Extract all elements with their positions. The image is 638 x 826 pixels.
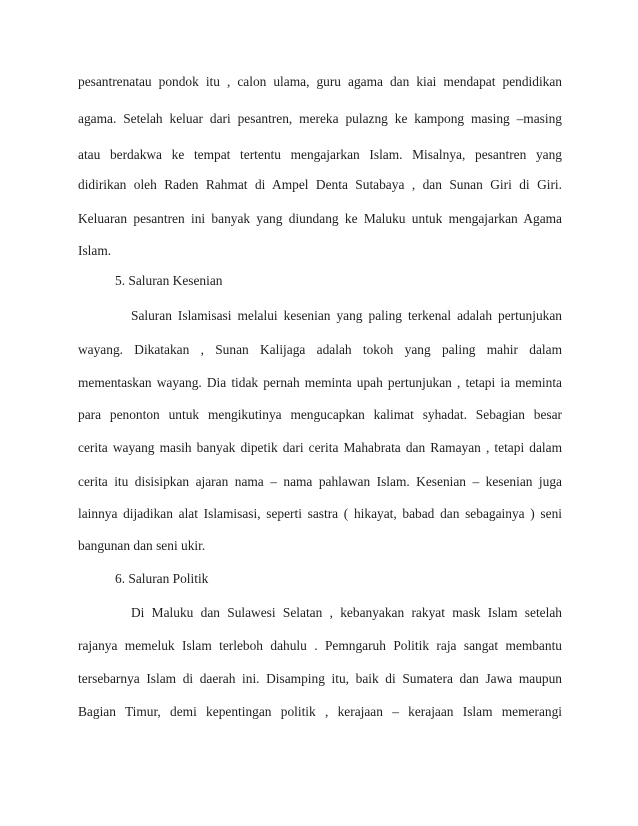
paragraph-line: tersebarnya Islam di daerah ini. Disamping itu, baik di Sumatera dan Jawa maupun: [78, 671, 562, 686]
paragraph-line: Bagian Timur, demi kepentingan politik , kerajaan – kerajaan Islam memerangi: [78, 704, 562, 719]
paragraph-line: didirikan oleh Raden Rahmat di Ampel Denta Sutabaya , dan Sunan Giri di Giri.: [78, 177, 562, 192]
paragraph-line: pesantrenatau pondok itu , calon ulama, guru agama dan kiai mendapat pendidikan: [78, 74, 562, 89]
paragraph-line: agama. Setelah keluar dari pesantren, mereka pulazng ke kampong masing –masing: [78, 111, 562, 126]
paragraph-line: mementaskan wayang. Dia tidak pernah meminta upah pertunjukan , tetapi ia meminta: [78, 375, 562, 390]
paragraph-line: Islam.: [78, 243, 112, 258]
section-heading: 6. Saluran Politik: [115, 571, 209, 586]
paragraph-line: lainnya dijadikan alat Islamisasi, seperti sastra ( hikayat, babad dan sebagainya ) seni: [78, 506, 562, 521]
paragraph-line: atau berdakwa ke tempat tertentu mengajarkan Islam. Misalnya, pesantren yang: [78, 147, 562, 162]
paragraph-line: rajanya memeluk Islam terleboh dahulu . Pemngaruh Politik raja sangat membantu: [78, 638, 562, 653]
paragraph-line: Keluaran pesantren ini banyak yang diundang ke Maluku untuk mengajarkan Agama: [78, 211, 562, 226]
paragraph-line: para penonton untuk mengikutinya mengucapkan kalimat syhadat. Sebagian besar: [78, 407, 562, 422]
section-heading: 5. Saluran Kesenian: [115, 273, 223, 288]
paragraph-line: cerita itu disisipkan ajaran nama – nama pahlawan Islam. Kesenian – kesenian juga: [78, 474, 562, 489]
paragraph-line: Saluran Islamisasi melalui kesenian yang paling terkenal adalah pertunjukan: [131, 308, 562, 323]
paragraph-line: wayang. Dikatakan , Sunan Kalijaga adalah tokoh yang paling mahir dalam: [78, 342, 562, 357]
paragraph-line: cerita wayang masih banyak dipetik dari cerita Mahabrata dan Ramayan , tetapi dalam: [78, 440, 562, 455]
paragraph-line: bangunan dan seni ukir.: [78, 538, 206, 553]
paragraph-line: Di Maluku dan Sulawesi Selatan , kebanyakan rakyat mask Islam setelah: [131, 605, 562, 620]
